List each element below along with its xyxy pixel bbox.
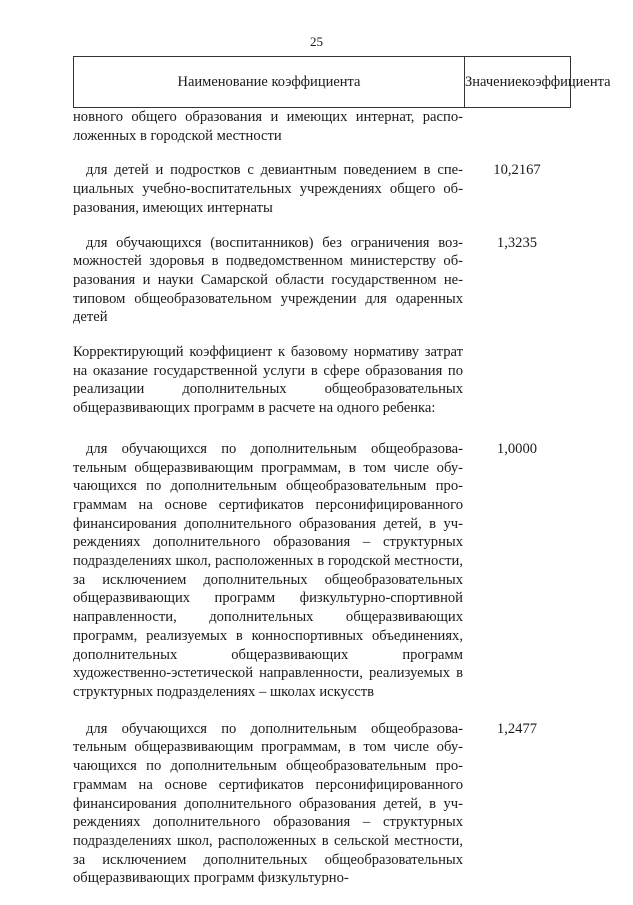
header-value-line2: коэффициента <box>521 74 611 90</box>
coefficient-value <box>463 108 571 145</box>
coefficient-value <box>463 343 571 418</box>
coefficient-name: новного общего образования и имеющих интернат, расположенных в городской местности <box>73 109 463 144</box>
coefficient-value: 1,3235 <box>496 234 538 251</box>
table-row <box>73 720 571 888</box>
table-header <box>73 56 611 108</box>
coefficient-name: для обучающихся по дополнительным общеобразовательным общеразвивающим программам, в том числе обучающихся по дополнительным общеобразовательным программам на основе сертификатов персонифицированного финансирования дополнительного образования детей, в учреждениях дополнительного образования – структурных подразделениях школ, расположенных в городской местности, за исключением дополнительных общеобразовательных общеразвивающих программ физкультурно-спортивной направленности, дополнительных общеразвивающих программ, реализуемых в конноспортивных объединениях, дополнительных общеразвивающих программ художественно-эстетической направленности, реализуемых в структурных подразделениях – школах искусств <box>73 440 463 700</box>
coefficient-name: для обучающихся по дополнительным общеобразовательным общеразвивающим программам, в том числе обучающихся по дополнительным общеобразовательным программам на основе сертификатов персонифицированного финансирования дополнительного образования детей, в учреждениях дополнительного образования – структурных подразделениях школ, расположенных в сельской местности, за исключением дополнительных общеобразовательных общеразвивающих программ физкультурно- <box>73 720 463 887</box>
table-row <box>73 440 571 702</box>
header-value-line1: Значение <box>465 74 522 90</box>
coefficient-table <box>73 56 611 904</box>
coefficient-name: для обучающихся (воспитанников) без ограничения возможностей здоровья в подведомственном министерству образования и науки Самарской области государственном нетиповом общеобразовательном учреждении для одаренных детей <box>73 234 463 326</box>
table-row <box>73 234 571 328</box>
coefficient-value: 10,2167 <box>493 162 541 179</box>
page-number: 25 <box>310 34 323 49</box>
table-row <box>73 108 571 145</box>
coefficient-value: 1,0000 <box>496 440 538 457</box>
header-name-column: Наименование коэффициента <box>74 57 465 107</box>
table-row <box>73 343 571 418</box>
table-row <box>73 161 571 217</box>
coefficient-name: Корректирующий коэффициент к базовому нормативу затрат на оказание государственной услуги в сфере образования по реализации дополнительных общеобразовательных общеразвивающих программ в расчете на одного ребенка: <box>73 344 463 417</box>
coefficient-value: 1,2477 <box>496 720 538 737</box>
header-value-column <box>465 57 611 107</box>
coefficient-name: для детей и подростков с девиантным поведением в специальных учебно-воспитательных учреждениях общего образования, имеющих интернаты <box>73 162 463 216</box>
